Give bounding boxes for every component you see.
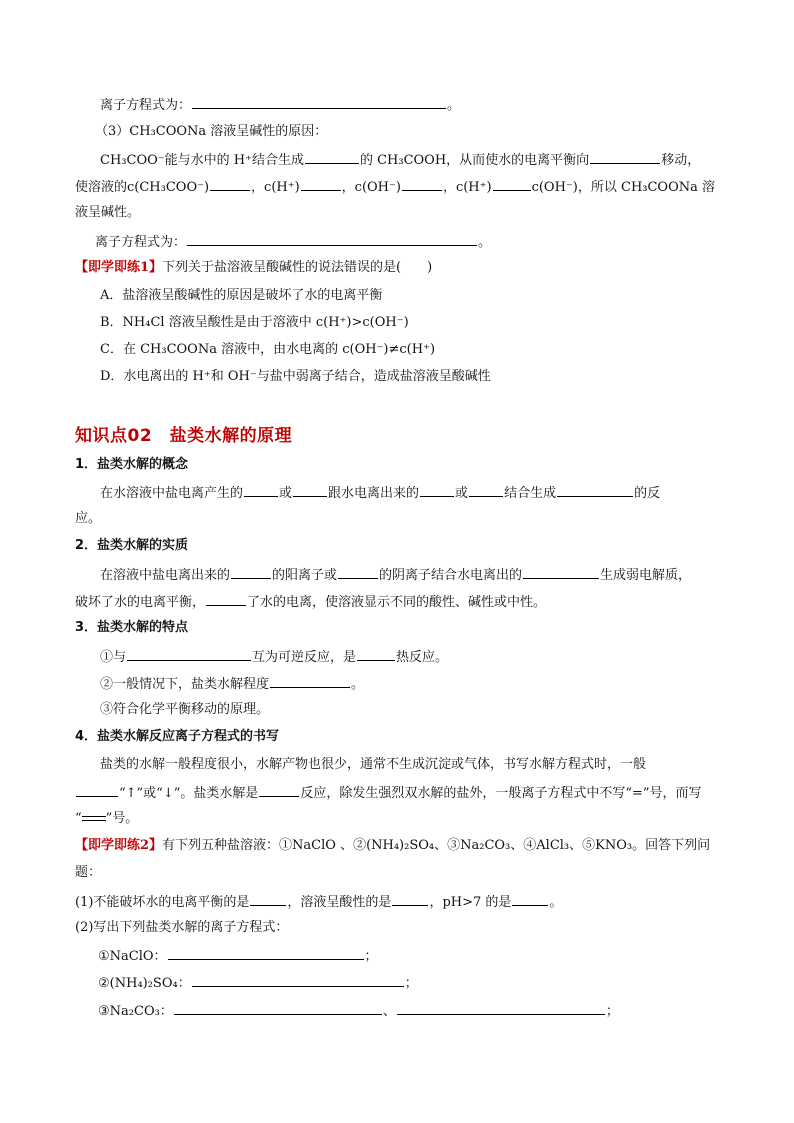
blank[interactable] xyxy=(187,232,477,246)
text: 。 xyxy=(351,677,365,692)
text: 、 xyxy=(382,1004,396,1019)
text: ； xyxy=(605,1004,619,1019)
text: 使溶液的c(CH₃COO⁻) xyxy=(75,180,210,195)
text: ，溶液呈酸性的是 xyxy=(287,895,392,910)
section-title: 知识点02 盐类水解的原理 xyxy=(75,426,293,446)
practice2-q1 xyxy=(75,892,744,912)
blank[interactable] xyxy=(301,177,341,191)
practice1-option-b[interactable] xyxy=(100,314,744,332)
text: 应。 xyxy=(75,511,102,526)
text: 在溶液中盐电离出来的 xyxy=(100,568,231,583)
item3-para-line1 xyxy=(100,150,744,170)
s2-line2 xyxy=(75,592,744,612)
text: (1)不能破坏水的电离平衡的是 xyxy=(75,895,250,910)
option-text: B．NH₄Cl 溶液呈酸性是由于溶液中 c(H⁺)>c(OH⁻) xyxy=(100,315,409,330)
s3-item2 xyxy=(100,674,744,694)
s2-heading: 2．盐类水解的实质 xyxy=(75,538,189,553)
text: 移动， xyxy=(661,153,701,168)
practice2-q2 xyxy=(75,919,744,937)
text: 或 xyxy=(455,486,469,501)
text: 反应，除发生强烈双水解的盐外，一般离子方程式中不写“=”号，而写 xyxy=(300,786,702,801)
text: 的阴离子结合水电离出的 xyxy=(379,568,523,583)
s4-line1 xyxy=(100,756,744,774)
option-text: D．水电离出的 H⁺和 OH⁻与盐中弱离子结合，造成盐溶液呈酸碱性 xyxy=(100,369,491,384)
blank[interactable] xyxy=(392,892,428,906)
text: 的反 xyxy=(634,486,661,501)
practice2-tag: 【即学即练2】 xyxy=(75,838,163,853)
blank[interactable] xyxy=(259,783,299,797)
text: ②(NH₄)₂SO₄： xyxy=(98,976,191,991)
s4-line2 xyxy=(75,783,744,803)
blank[interactable] xyxy=(127,647,251,661)
blank[interactable] xyxy=(231,565,271,579)
text: CH₃COO⁻能与水中的 H⁺结合生成 xyxy=(100,153,304,168)
text: ”号。 xyxy=(105,811,139,826)
practice1-question-text: 下列关于盐溶液呈酸碱性的说法错误的是( ) xyxy=(162,260,433,275)
blank[interactable] xyxy=(206,592,246,606)
blank[interactable] xyxy=(397,1001,605,1015)
practice2-answer2 xyxy=(98,973,744,993)
item3-para-line2 xyxy=(75,177,744,197)
practice1-question xyxy=(75,259,744,277)
text: ①NaClO： xyxy=(98,949,167,964)
ionic-equation-line-1 xyxy=(100,95,744,115)
text: 互为可逆反应，是 xyxy=(252,650,357,665)
practice1-option-c[interactable] xyxy=(100,341,744,359)
blank[interactable] xyxy=(305,150,359,164)
s4-heading: 4．盐类水解反应离子方程式的书写 xyxy=(75,729,280,744)
text: ，pH>7 的是 xyxy=(429,895,512,910)
blank[interactable] xyxy=(357,647,395,661)
item3-title-text: （3）CH₃COONa 溶液呈碱性的原因： xyxy=(95,124,328,139)
s3-item1 xyxy=(100,647,744,667)
blank[interactable] xyxy=(192,95,446,109)
option-text: A．盐溶液呈酸碱性的原因是破坏了水的电离平衡 xyxy=(100,288,383,303)
blank[interactable] xyxy=(270,674,350,688)
text: ； xyxy=(364,949,378,964)
blank[interactable] xyxy=(402,177,442,191)
blank[interactable] xyxy=(469,483,503,497)
text: ，c(OH⁻) xyxy=(341,180,401,195)
text: ②一般情况下，盐类水解程度 xyxy=(100,677,270,692)
s2-line1 xyxy=(100,565,744,585)
reversible-arrow-icon xyxy=(82,814,106,824)
practice1-option-a[interactable] xyxy=(100,287,744,305)
blank[interactable] xyxy=(590,150,660,164)
text: 了水的电离，使溶液显示不同的酸性、碱性或中性。 xyxy=(247,595,547,610)
option-text: C．在 CH₃COONa 溶液中，由水电离的 c(OH⁻)≠c(H⁺) xyxy=(100,342,436,357)
text: ③符合化学平衡移动的原理。 xyxy=(100,702,270,717)
s3-heading: 3．盐类水解的特点 xyxy=(75,620,189,635)
text: 在水溶液中盐电离产生的 xyxy=(100,486,244,501)
text: ，c(H⁺) xyxy=(251,180,300,195)
text: 液呈碱性。 xyxy=(75,205,141,220)
blank[interactable] xyxy=(512,892,548,906)
blank[interactable] xyxy=(192,973,404,987)
blank[interactable] xyxy=(168,946,364,960)
text: 或 xyxy=(279,486,293,501)
practice2-answer1 xyxy=(98,946,744,966)
blank[interactable] xyxy=(210,177,250,191)
text: c(OH⁻)，所以 CH₃COONa 溶 xyxy=(531,180,716,195)
text: 生成弱电解质， xyxy=(600,568,692,583)
practice1-option-d[interactable] xyxy=(100,368,744,386)
s3-item3 xyxy=(100,701,744,719)
punct: 。 xyxy=(447,98,461,113)
item3-title xyxy=(95,123,744,141)
blank[interactable] xyxy=(523,565,599,579)
text: 破坏了水的电离平衡， xyxy=(75,595,206,610)
text: “ xyxy=(75,811,82,826)
practice1-tag: 【即学即练1】 xyxy=(75,260,163,275)
text: 的 CH₃COOH，从而使水的电离平衡向 xyxy=(359,153,590,168)
s1-heading: 1．盐类水解的概念 xyxy=(75,457,189,472)
blank[interactable] xyxy=(244,483,278,497)
blank[interactable] xyxy=(174,1001,382,1015)
text: ①与 xyxy=(100,650,127,665)
label: 离子方程式为： xyxy=(95,235,187,250)
s1-line2 xyxy=(75,510,744,528)
label: 离子方程式为： xyxy=(100,98,192,113)
text: 题： xyxy=(75,865,102,880)
ionic-equation-line-2 xyxy=(95,232,744,252)
blank[interactable] xyxy=(293,483,327,497)
blank[interactable] xyxy=(250,892,286,906)
blank[interactable] xyxy=(493,177,531,191)
text: 的阳离子或 xyxy=(272,568,338,583)
s4-line3 xyxy=(75,810,744,828)
blank[interactable] xyxy=(420,483,454,497)
punct: 。 xyxy=(478,235,492,250)
blank[interactable] xyxy=(557,483,633,497)
text: 。 xyxy=(549,895,563,910)
text: 有下列五种盐溶液：①NaClO 、②(NH₄)₂SO₄、③Na₂CO₃、④AlCl₃、⑤KNO₃。回答下列问 xyxy=(162,838,711,853)
text: “↑”或“↓”。盐类水解是 xyxy=(119,786,259,801)
text: 盐类的水解一般程度很小，水解产物也很少，通常不生成沉淀或气体，书写水解方程式时，一般 xyxy=(100,757,647,772)
text: 结合生成 xyxy=(504,486,557,501)
text: 跟水电离出来的 xyxy=(328,486,420,501)
s1-line1 xyxy=(100,483,744,503)
practice2-intro2 xyxy=(75,864,744,882)
text: (2)写出下列盐类水解的离子方程式： xyxy=(75,920,289,935)
practice2-intro xyxy=(75,837,744,855)
text: ； xyxy=(404,976,418,991)
item3-para-line3 xyxy=(75,204,744,222)
text: ③Na₂CO₃： xyxy=(98,1004,173,1019)
practice2-answer3 xyxy=(98,1001,744,1021)
text: ，c(H⁺) xyxy=(442,180,492,195)
blank[interactable] xyxy=(76,783,118,797)
text: 热反应。 xyxy=(396,650,449,665)
blank[interactable] xyxy=(338,565,378,579)
